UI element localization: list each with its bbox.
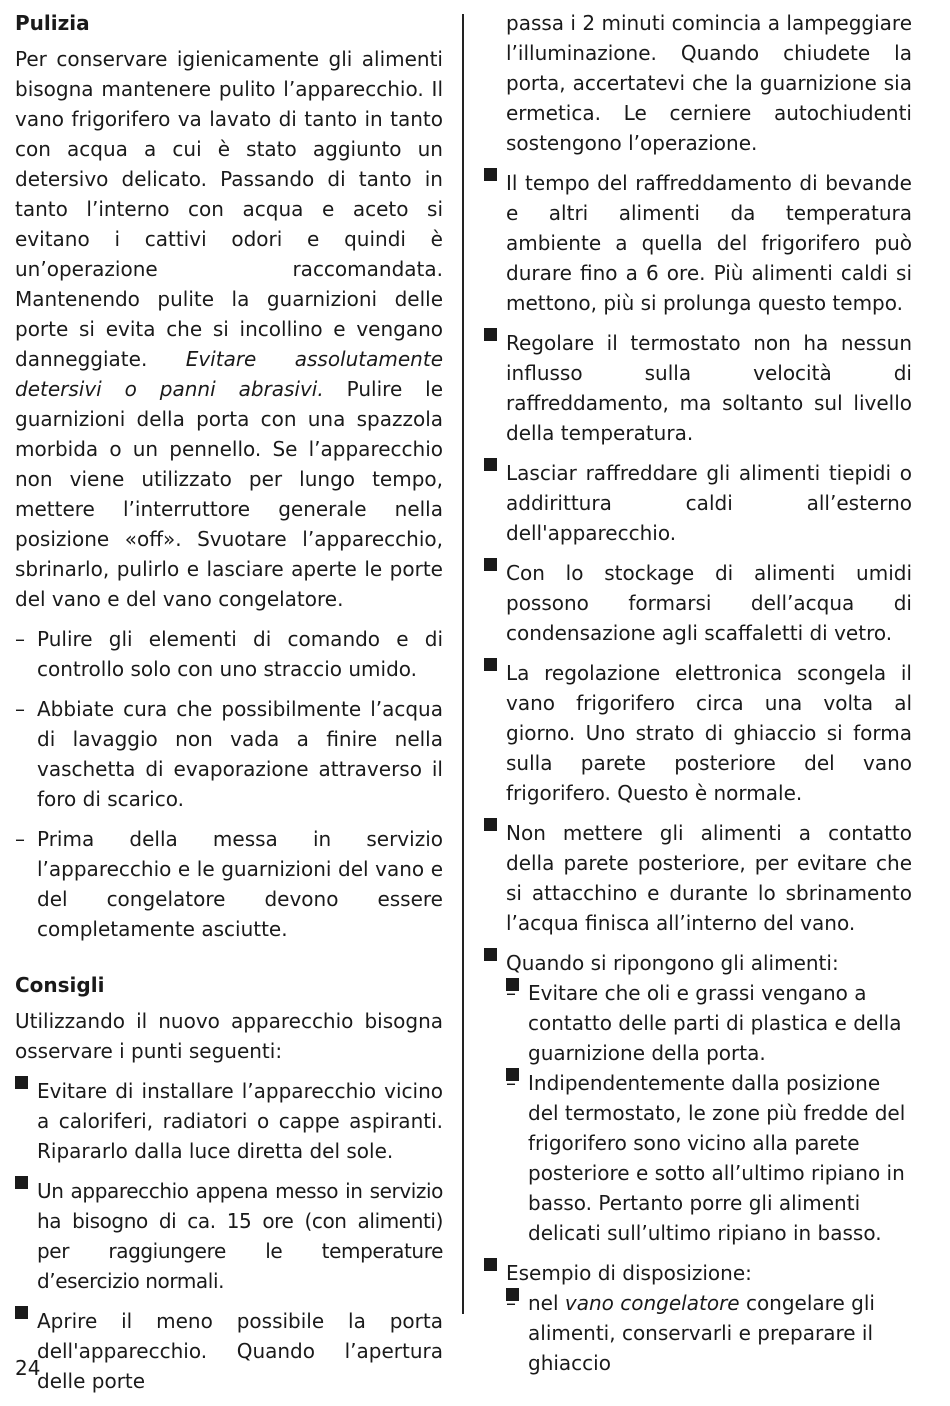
- square-bullet-icon: [15, 1076, 28, 1089]
- right-column: [484, 8, 912, 1388]
- dash-marker: –: [506, 1288, 519, 1301]
- pulizia-heading: Pulizia: [15, 11, 90, 35]
- consigli-heading: Consigli: [15, 973, 105, 997]
- list-item: Un apparecchio appena messo in servizio ha bisogno di ca. 15 ore (con alimenti) per raggiungere le temperature d’esercizio normali.: [15, 1176, 443, 1296]
- consigli-intro: Utilizzando il nuovo apparecchio bisogna osservare i punti seguenti:: [15, 1009, 443, 1063]
- sub-list-item: – nel vano congelatore congelare gli alimenti, conservarli e preparare il ghiaccio: [506, 1288, 912, 1378]
- pulizia-text-2: Pulire le guarnizioni della porta con una spazzola morbida o un pennello. Se l’apparecchio non viene utilizzato per lungo tempo, mettere l’interruttore generale nella posizione «off». Svuotare l’apparecchio, sbrinarlo, pulirlo e lasciare aperte le porte del vano e del vano congelatore.: [15, 377, 444, 611]
- list-item: – Abbiate cura che possibilmente l’acqua di lavaggio non vada a finire nella vaschetta di evaporazione attraverso il foro di scarico.: [15, 694, 443, 814]
- esempio-sub-list: [506, 1288, 912, 1378]
- dash-marker: –: [15, 627, 25, 651]
- square-bullet-icon: [484, 458, 497, 471]
- dash-marker: –: [15, 697, 25, 721]
- list-item: – Pulire gli elementi di comando e di controllo solo con uno straccio umido.: [15, 624, 443, 684]
- list-item-esempio: Esempio di disposizione: – nel vano congelatore congelare gli alimenti, conservarli e preparare il ghiaccio: [484, 1258, 912, 1378]
- list-item: La regolazione elettronica scongela il vano frigorifero circa una volta al giorno. Uno strato di ghiaccio si forma sulla parete posteriore del vano frigorifero. Questo è normale.: [484, 658, 912, 808]
- list-item: Aprire il meno possibile la porta dell'apparecchio. Quando l’apertura delle porte: [15, 1306, 443, 1396]
- pulizia-warning: Evitare assolutamente detersivi o panni abrasivi.: [15, 347, 443, 401]
- tips-square-list: [484, 168, 912, 1378]
- cleaning-dash-list: [15, 624, 443, 944]
- list-item: Il tempo del raffreddamento di bevande e altri alimenti da temperatura ambiente a quella del frigorifero può durare fino a 6 ore. Più alimenti caldi si mettono, più si prolunga questo tempo.: [484, 168, 912, 318]
- list-item: – Prima della messa in servizio l’apparecchio e le guarnizioni del vano e del congelatore devono essere completamente asciutte.: [15, 824, 443, 944]
- dash-marker: –: [506, 978, 519, 991]
- square-bullet-icon: [484, 328, 497, 341]
- page-number: 24: [15, 1356, 41, 1380]
- square-bullet-icon: [484, 1258, 497, 1271]
- dash-marker: –: [506, 1068, 519, 1081]
- riporre-sub-list: [506, 978, 912, 1248]
- continuation-text: passa i 2 minuti comincia a lampeggiare l’illuminazione. Quando chiudete la porta, accertatevi che la guarnizione sia ermetica. Le cerniere autochiudenti sostengono l’operazione.: [506, 11, 912, 155]
- list-item: Non mettere gli alimenti a contatto della parete posteriore, per evitare che si attacchino e durante lo sbrinamento l’acqua finisca all’interno del vano.: [484, 818, 912, 938]
- list-item-riporre: Quando si ripongono gli alimenti: – Evitare che oli e grassi vengano a contatto delle parti di plastica e della guarnizione della porta. – Indipendentemente dalla posizione del termostato, le zone più fredde del frigorifero sono vicino alla parete posteriore e sotto all’ultimo ripiano in basso. Pertanto porre gli alimenti delicati sull’ultimo ripiano in basso.: [484, 948, 912, 1248]
- column-divider: [462, 14, 464, 1314]
- consigli-square-list: [15, 1076, 443, 1396]
- sub-list-item: – Evitare che oli e grassi vengano a contatto delle parti di plastica e della guarnizione della porta.: [506, 978, 912, 1068]
- list-item: Con lo stockage di alimenti umidi possono formarsi dell’acqua di condensazione agli scaffaletti di vetro.: [484, 558, 912, 648]
- list-item: Regolare il termostato non ha nessun influsso sulla velocità di raffreddamento, ma soltanto sul livello della temperatura.: [484, 328, 912, 448]
- sub-list-item: – Indipendentemente dalla posizione del termostato, le zone più fredde del frigorifero sono vicino alla parete posteriore e sotto all’ultimo ripiano in basso. Pertanto porre gli alimenti delicati sull’ultimo ripiano in basso.: [506, 1068, 912, 1248]
- square-bullet-icon: [484, 818, 497, 831]
- square-bullet-icon: [484, 658, 497, 671]
- square-bullet-icon: [15, 1306, 28, 1319]
- square-bullet-icon: [15, 1176, 28, 1189]
- list-item: Lasciar raffreddare gli alimenti tiepidi o addirittura caldi all’esterno dell'apparecchio.: [484, 458, 912, 548]
- pulizia-paragraph: [15, 44, 443, 614]
- left-column: [15, 8, 443, 1406]
- list-item: Evitare di installare l’apparecchio vicino a caloriferi, radiatori o cappe aspiranti. Ripararlo dalla luce diretta del sole.: [15, 1076, 443, 1166]
- pulizia-text-1: Per conservare igienicamente gli alimenti bisogna mantenere pulito l’apparecchio. Il vano frigorifero va lavato di tanto in tanto con acqua a cui è stato aggiunto un detersivo delicato. Passando di tanto in tanto l’interno con acqua e aceto si evitano i cattivi odori e quindi è un’operazione raccomandata. Mantenendo pulite la guarnizioni delle porte si evita che si incollino e vengano danneggiate.: [15, 47, 443, 371]
- dash-marker: –: [15, 827, 25, 851]
- square-bullet-icon: [484, 168, 497, 181]
- square-bullet-icon: [484, 948, 497, 961]
- square-bullet-icon: [484, 558, 497, 571]
